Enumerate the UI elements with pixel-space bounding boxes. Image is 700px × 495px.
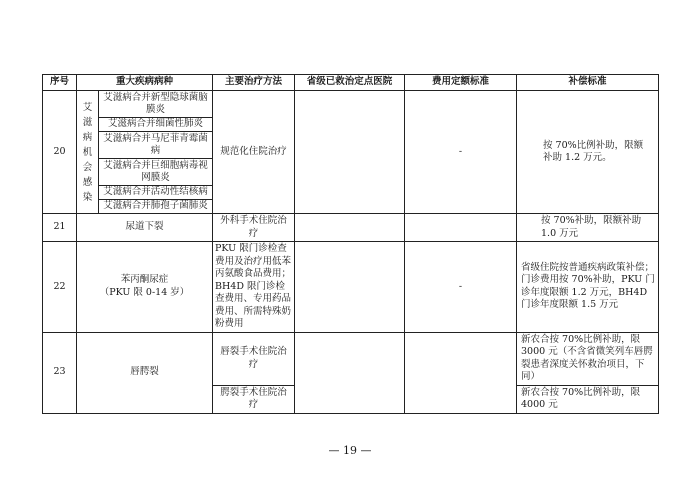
row21-seq: 21	[43, 214, 77, 242]
row22-cost: -	[405, 242, 517, 333]
row20-sub-disease: 艾滋病合并马尼菲青霉菌病	[99, 132, 213, 159]
row23-disease: 唇腭裂	[77, 332, 213, 413]
row21-method: 外科手术住院治疗	[213, 214, 295, 242]
row20-cost: -	[405, 91, 517, 214]
header-comp: 补偿标准	[517, 75, 659, 91]
row22-hospital	[295, 242, 405, 333]
row20-hospital	[295, 91, 405, 214]
row20-sub-disease: 艾滋病合并新型隐球菌脑膜炎	[99, 91, 213, 118]
table-row	[43, 242, 659, 333]
row22-disease	[77, 242, 213, 333]
row20-sub-disease: 艾滋病合并巨细胞病毒视网膜炎	[99, 159, 213, 186]
row20-group-label: 艾 滋 病 机 会 感 染	[77, 91, 99, 214]
row20-seq: 20	[43, 91, 77, 214]
row20-sub-disease: 艾滋病合并肺孢子菌肺炎	[99, 200, 213, 214]
row22-disease-note: （PKU 限 0-14 岁）	[99, 286, 190, 298]
row23-hospital	[295, 332, 405, 413]
table-row	[43, 214, 659, 242]
header-row	[43, 75, 659, 91]
header-seq: 序号	[43, 75, 77, 91]
header-hospital: 省级已救治定点医院	[295, 75, 405, 91]
row22-disease-name: 苯丙酮尿症	[120, 274, 169, 286]
table-row	[43, 332, 659, 385]
row21-comp: 按 70%补助，限额补助 1.0 万元	[517, 214, 659, 242]
disease-table	[42, 74, 659, 414]
row20-sub-disease: 艾滋病合并活动性结核病	[99, 186, 213, 200]
row23-method-b: 腭裂手术住院治疗	[213, 385, 295, 413]
row22-seq: 22	[43, 242, 77, 333]
page-number: — 19 —	[328, 444, 372, 457]
row23-method-a: 唇裂手术住院治疗	[213, 332, 295, 385]
row23-seq: 23	[43, 332, 77, 413]
row22-comp: 省级住院按普通疾病政策补偿；门诊费用按 70%补助，PKU 门诊年度限额 1.2 万元，BH4D 门诊年度限额 1.5 万元	[517, 242, 659, 333]
header-cost: 费用定额标准	[405, 75, 517, 91]
row21-hospital	[295, 214, 405, 242]
table-row	[43, 91, 659, 118]
row20-comp: 按 70%比例补助，限额补助 1.2 万元。	[517, 91, 659, 214]
row20-sub-disease: 艾滋病合并细菌性肺炎	[99, 118, 213, 132]
header-method: 主要治疗方法	[213, 75, 295, 91]
row23-comp-a: 新农合按 70%比例补助，限 3000 元（不含省微笑列车唇腭裂患者深度关怀救治项目，下同）	[517, 332, 659, 385]
row23-comp-b: 新农合按 70%比例补助，限 4000 元	[517, 385, 659, 413]
row21-cost	[405, 214, 517, 242]
row21-disease: 尿道下裂	[77, 214, 213, 242]
row20-method: 规范化住院治疗	[213, 91, 295, 214]
row22-method: PKU 限门诊检查费用及治疗用低苯丙氨酸食品费用；BH4D 限门诊检查费用、专用药品费用、所需特殊奶粉费用	[213, 242, 295, 333]
row23-cost	[405, 332, 517, 413]
header-disease: 重大疾病病种	[77, 75, 213, 91]
